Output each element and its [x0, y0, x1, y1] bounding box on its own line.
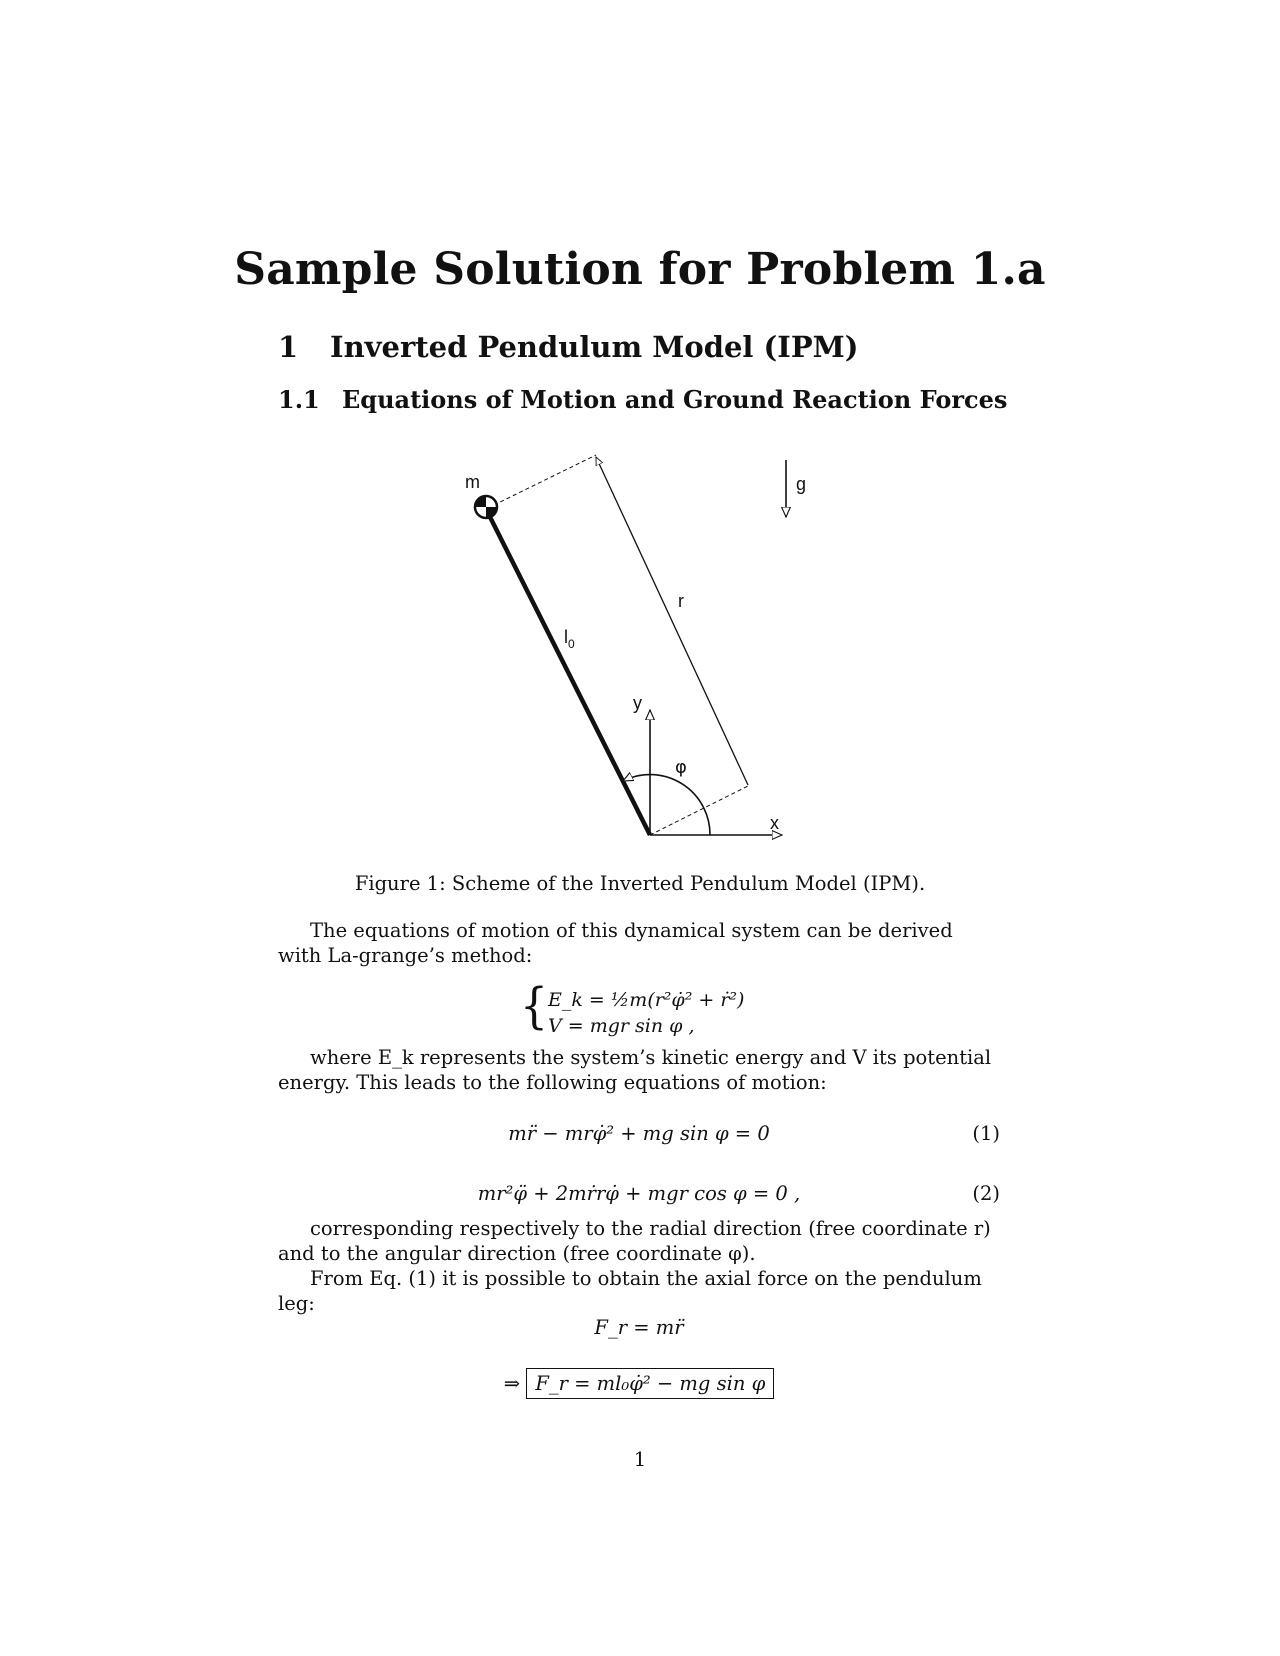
- paragraph-energy: [278, 1045, 1000, 1095]
- paragraph-energy-text: where E_k represents the system’s kinetic energy and V its potential energy. This leads to the following equations of motion:: [278, 1046, 992, 1094]
- section-title: Inverted Pendulum Model (IPM): [330, 330, 859, 364]
- pendulum-figure: [420, 445, 820, 845]
- r-label: r: [678, 591, 684, 611]
- boxed-result: F_r = ml₀φ̇² − mg sin φ: [526, 1368, 774, 1399]
- subsection-heading: [278, 385, 1007, 414]
- paragraph-directions-text: corresponding respectively to the radial direction (free coordinate r) and to the angular direction (free coordinate φ).: [278, 1217, 991, 1265]
- figure-caption: Figure 1: Scheme of the Inverted Pendulum Model (IPM).: [354, 872, 926, 895]
- paragraph-axial-force: [278, 1266, 1000, 1316]
- dashed-line-top: [494, 455, 596, 505]
- equation-1-body: mr̈ − mrφ̇² + mg sin φ = 0: [508, 1122, 770, 1145]
- page-number: 1: [633, 1448, 647, 1471]
- paragraph-lagrange-text: The equations of motion of this dynamical system can be derived with La-grange’s method:: [278, 919, 953, 967]
- equation-1: [278, 1122, 1000, 1148]
- section-number: 1: [278, 330, 299, 364]
- kinetic-energy-eq: E_k = ½m(r²φ̇² + ṙ²): [548, 989, 745, 1011]
- rest-length-subscript: 0: [568, 637, 575, 651]
- equation-1-number: (1): [972, 1122, 1000, 1145]
- implies-symbol: ⇒: [503, 1372, 521, 1395]
- rest-length-label: [564, 627, 575, 651]
- potential-energy-eq: V = mgr sin φ ,: [548, 1015, 695, 1037]
- dashed-line-base: [650, 785, 750, 835]
- subsection-title: Equations of Motion and Ground Reaction Forces: [342, 385, 1008, 414]
- equation-2-number: (2): [972, 1182, 1000, 1205]
- x-axis-label: x: [770, 813, 779, 833]
- subsection-number: 1.1: [278, 385, 320, 414]
- system-brace: {: [520, 978, 548, 1035]
- equation-2: [278, 1182, 1000, 1208]
- pendulum-leg: [486, 509, 650, 835]
- y-axis-label: y: [633, 693, 642, 713]
- paragraph-directions: [278, 1216, 1000, 1266]
- equation-fr-boxed: [278, 1372, 1000, 1406]
- r-dimension-arrow: [596, 457, 748, 785]
- energy-system: [520, 978, 780, 1045]
- paragraph-axial-force-text: From Eq. (1) it is possible to obtain the axial force on the pendulum leg:: [278, 1267, 982, 1315]
- rest-length-letter: l: [564, 627, 568, 647]
- equation-fr-body: F_r = mr̈: [594, 1316, 684, 1339]
- mass-label: m: [465, 472, 480, 492]
- document-title: Sample Solution for Problem 1.a: [234, 244, 1046, 295]
- point-mass: [475, 496, 497, 518]
- equation-fr: [278, 1316, 1000, 1342]
- paragraph-lagrange: [278, 918, 1000, 968]
- gravity-label: g: [796, 474, 807, 494]
- angle-label: φ: [675, 757, 687, 778]
- equation-2-body: mr²φ̈ + 2mṙrφ̇ + mgr cos φ = 0 ,: [477, 1182, 801, 1205]
- section-heading: [278, 330, 858, 364]
